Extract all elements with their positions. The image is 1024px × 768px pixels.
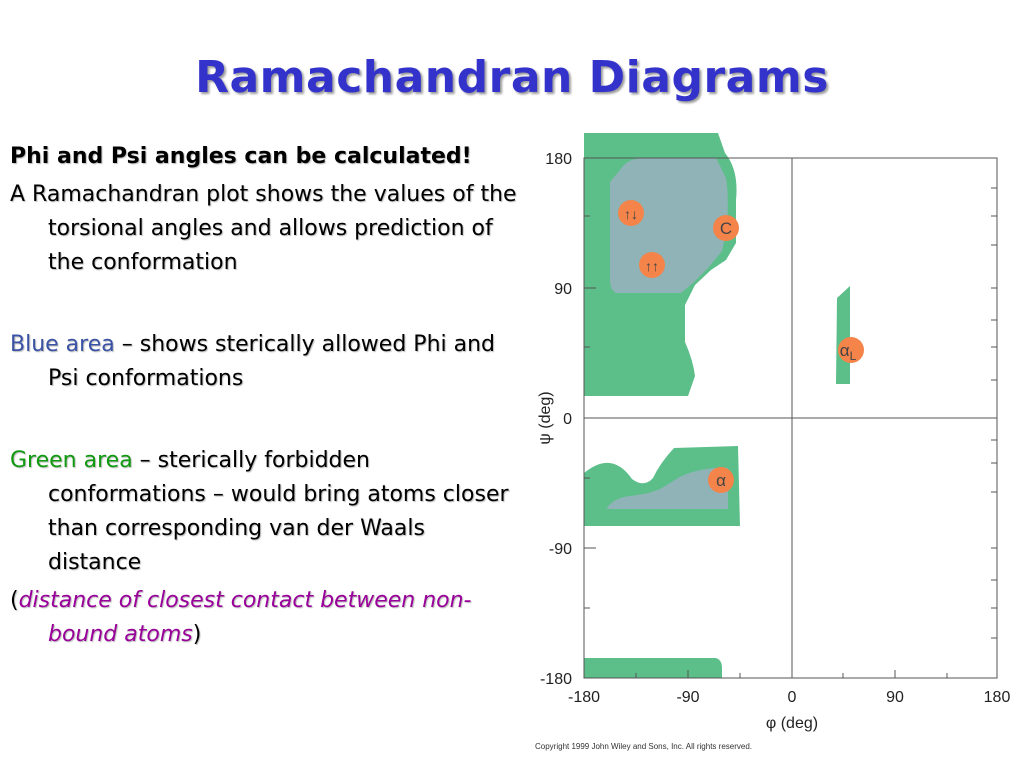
marker-antiparallel-label: ↑↓ xyxy=(624,206,638,222)
paragraph-blue-area xyxy=(10,328,520,396)
green-area-description: – sterically forbidden conformations – would bring atoms closer than corresponding van der Waals distance xyxy=(48,448,509,575)
ramachandran-plot xyxy=(520,120,1020,740)
blue-area-description: – shows sterically allowed Phi and Psi conformations xyxy=(48,332,496,391)
y-tick-label: -180 xyxy=(539,671,572,688)
x-tick-label: -180 xyxy=(567,689,601,706)
x-axis-title: φ (deg) xyxy=(765,715,819,732)
contact-distance-text: distance of closest contact between non-bound atoms xyxy=(18,588,472,647)
copyright-notice: Copyright 1999 John Wiley and Sons, Inc. All rights reserved. xyxy=(535,742,752,751)
x-tick-label: 90 xyxy=(886,689,904,706)
green-region-left-handed xyxy=(836,286,850,384)
y-tick-label: 0 xyxy=(563,411,572,428)
lead-statement: Phi and Psi angles can be calculated! xyxy=(10,144,472,169)
marker-alpha-label: α xyxy=(716,471,726,490)
marker-collagen-label: C xyxy=(719,219,733,238)
marker-left-handed-helix xyxy=(838,337,864,363)
y-tick-label: -90 xyxy=(548,541,572,558)
paragraph-definition: A Ramachandran plot shows the values of the torsional angles and allows prediction of the conformation xyxy=(10,182,517,275)
paren-close: ) xyxy=(192,622,202,647)
paragraph-contact-distance xyxy=(10,584,520,652)
marker-antiparallel-beta xyxy=(618,200,644,226)
slide-title: Ramachandran Diagrams xyxy=(195,52,829,103)
y-tick-label: 180 xyxy=(545,151,572,168)
marker-alpha-helix xyxy=(708,467,734,493)
marker-alpha-left-label: $\alpha_L$ xyxy=(839,341,857,363)
y-axis-title: ψ (deg) xyxy=(537,391,554,445)
green-region-bottom xyxy=(584,658,722,678)
blue-area-label: Blue area xyxy=(10,332,115,357)
text-body xyxy=(10,140,520,652)
marker-collagen xyxy=(713,215,739,241)
paragraph-green-area xyxy=(10,444,520,580)
green-area-label: Green area xyxy=(10,448,133,473)
marker-parallel-label: ↑↑ xyxy=(645,258,659,274)
x-tick-label: 0 xyxy=(787,689,797,706)
paren-open: ( xyxy=(10,588,19,613)
x-tick-label: -90 xyxy=(676,689,700,706)
marker-parallel-beta xyxy=(639,252,665,278)
x-tick-label: 180 xyxy=(983,689,1011,706)
y-tick-label: 90 xyxy=(554,281,572,298)
